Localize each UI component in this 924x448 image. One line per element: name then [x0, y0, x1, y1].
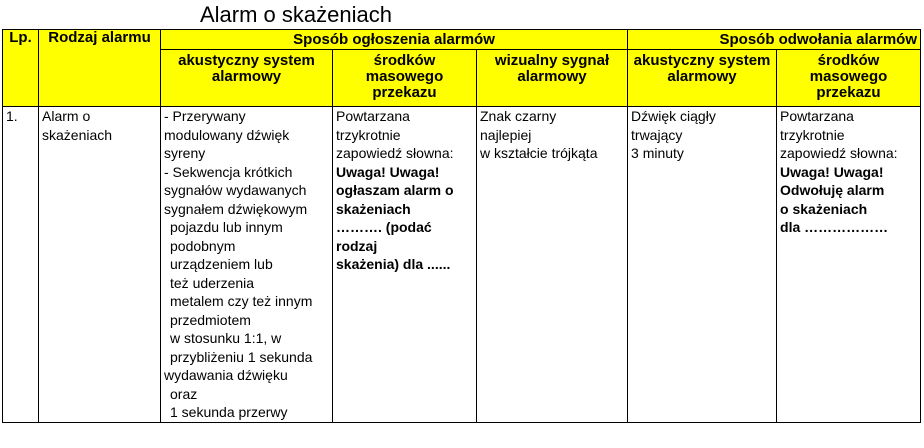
media-announce-line: trzykrotnie — [336, 126, 401, 143]
row-lp — [3, 107, 39, 423]
acoustic-announce-line: w stosunku 1:1, w — [170, 330, 282, 346]
acoustic-announce-line: - Przerywany — [164, 108, 246, 124]
media-cancel-line: zapowiedź słowna: — [780, 145, 898, 161]
media-announce-line: zapowiedź słowna: — [336, 145, 454, 161]
acoustic-announce-line: wydawania dźwięku — [164, 367, 288, 383]
acoustic-announce-line: sygnałów wydawanych — [164, 182, 307, 198]
acoustic-cancel-line: Dźwięk ciągły — [631, 108, 716, 124]
media-cancel-line: trzykrotnie — [780, 126, 845, 143]
row-alarm-type — [39, 107, 161, 423]
header-cancellation-method: Sposób odwołania alarmów — [628, 30, 921, 50]
visual-signal-line: Znak czarny — [480, 108, 557, 124]
media-cancel-bold-line: o skażeniach — [780, 200, 868, 217]
row-lp-text: 1. — [6, 108, 18, 124]
media-announce-bold-line: Uwaga! Uwaga! — [336, 163, 440, 180]
document-title: Alarm o skażeniach — [200, 2, 392, 27]
acoustic-announce-line: podobnym — [170, 237, 236, 254]
header-row-1 — [3, 30, 921, 50]
acoustic-announce-line: - Sekwencja krótkich — [164, 163, 293, 180]
acoustic-announce-line: metalem czy też innym — [170, 293, 313, 309]
row-alarm-type-line: Alarm o — [42, 108, 91, 124]
row-acoustic-announce — [161, 107, 333, 423]
media-announce-bold-line: skażenia) dla ...... — [336, 256, 451, 272]
header-alarm-type: Rodzaj alarmu — [39, 30, 161, 107]
row-acoustic-cancel — [628, 107, 777, 423]
acoustic-announce-line: syreny — [164, 145, 206, 161]
table-row — [3, 107, 921, 423]
acoustic-announce-line: pojazdu lub innym — [170, 219, 283, 235]
media-cancel-bold-line: Uwaga! Uwaga! — [780, 163, 884, 180]
header-acoustic-cancel: akustyczny system alarmowy — [628, 50, 777, 107]
acoustic-cancel-line: 3 minuty — [631, 145, 684, 161]
media-cancel-line: Powtarzana — [780, 108, 854, 124]
media-announce-bold-line: ………. (podać — [336, 219, 432, 235]
header-lp: Lp. — [3, 30, 39, 107]
acoustic-announce-line: urządzeniem lub — [170, 256, 273, 272]
header-media-cancel: środków masowego przekazu — [777, 50, 921, 107]
header-acoustic-announce: akustyczny system alarmowy — [161, 50, 333, 107]
acoustic-announce-line: sygnałem dźwiękowym — [164, 200, 308, 217]
row-media-cancel — [777, 107, 921, 423]
visual-signal-line: najlepiej — [480, 126, 532, 143]
media-announce-line: Powtarzana — [336, 108, 410, 124]
row-visual-signal — [477, 107, 628, 423]
alarm-table — [2, 29, 921, 423]
acoustic-announce-line: modulowany dźwięk — [164, 126, 290, 143]
acoustic-announce-line: też uderzenia — [170, 274, 255, 291]
acoustic-announce-line: 1 sekunda przerwy — [170, 404, 288, 420]
header-media-announce: środków masowego przekazu — [333, 50, 477, 107]
acoustic-announce-line: oraz — [170, 385, 198, 402]
media-announce-bold-line: skażeniach — [336, 200, 411, 217]
media-announce-bold-line: ogłaszam alarm o — [336, 182, 454, 198]
row-media-announce — [333, 107, 477, 423]
row-alarm-type-line: skażeniach — [42, 126, 113, 143]
media-cancel-bold-line: Odwołuję alarm — [780, 182, 885, 198]
acoustic-announce-line: przedmiotem — [170, 311, 251, 328]
visual-signal-line: w kształcie trójkąta — [480, 145, 598, 161]
media-announce-bold-line: rodzaj — [336, 237, 378, 254]
acoustic-announce-line: przybliżeniu 1 sekunda — [170, 348, 313, 365]
header-announcement-method: Sposób ogłoszenia alarmów — [161, 30, 628, 50]
header-visual-signal: wizualny sygnał alarmowy — [477, 50, 628, 107]
media-cancel-bold-line: dla ……………… — [780, 219, 889, 235]
acoustic-cancel-line: trwający — [631, 126, 683, 143]
